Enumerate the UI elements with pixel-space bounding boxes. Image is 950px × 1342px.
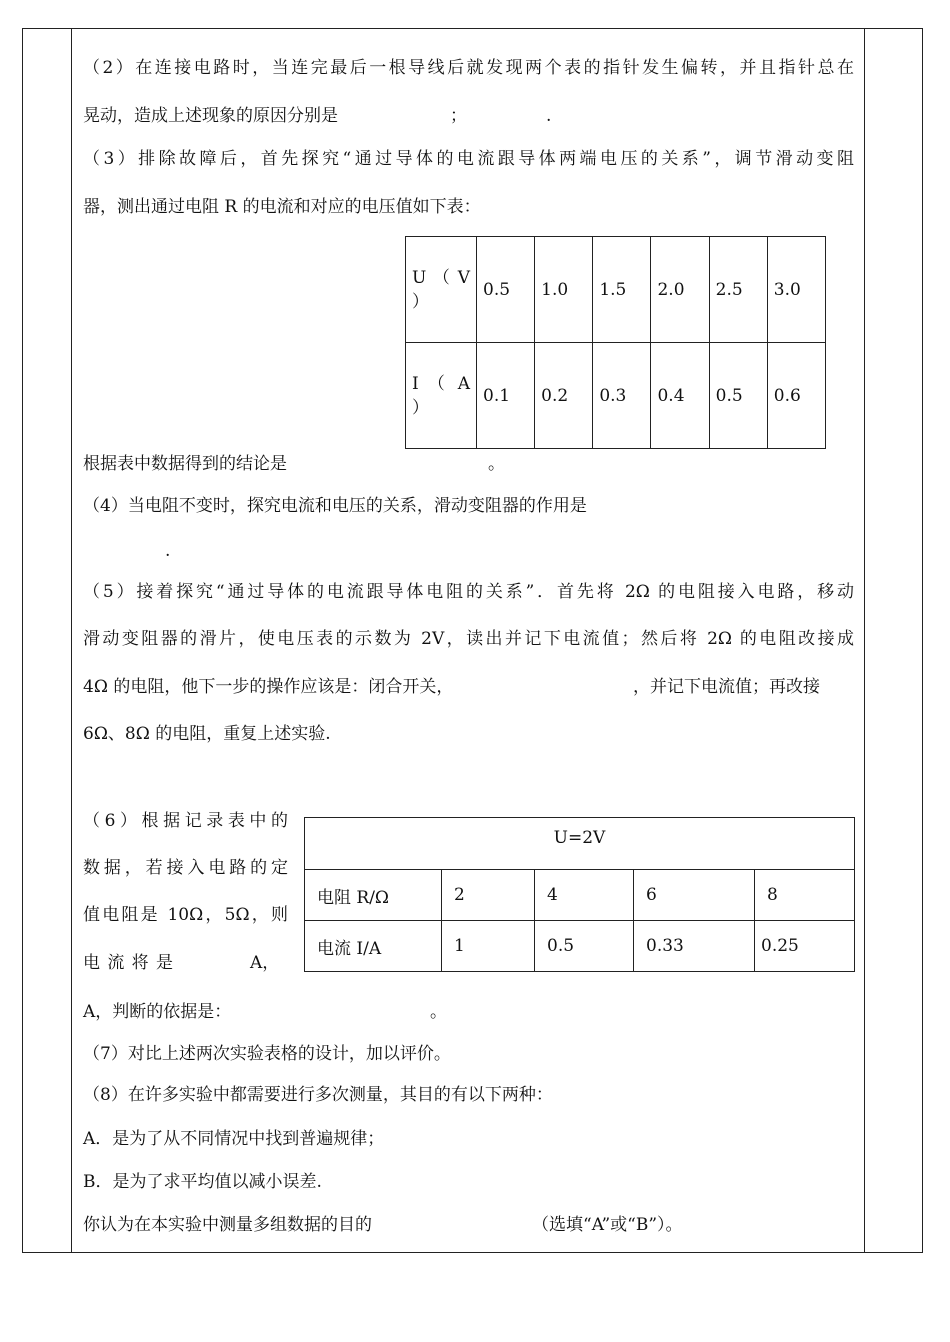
q7-line1: （7）对比上述两次实验表格的设计，加以评价。 <box>83 1044 451 1064</box>
q8-option-a: A．是为了从不同情况中找到普遍规律； <box>83 1129 385 1149</box>
q6-line4: 电流将是 <box>83 953 173 973</box>
table-cell: 0.1 <box>477 343 535 449</box>
table-header-current: 电流 I/A <box>305 921 442 972</box>
q6-line1: （6）根据记录表中的 <box>83 811 288 831</box>
table-header-voltage: U （ V ） <box>406 237 477 343</box>
q6-line2: 数据，若接入电路的定 <box>83 858 288 878</box>
table-cell: 2 <box>442 870 535 921</box>
q2-separator: ； <box>450 106 467 126</box>
right-column-divider <box>864 28 865 1253</box>
table-cell: 0.5 <box>477 237 535 343</box>
q4-line1: （4）当电阻不变时，探究电流和电压的关系，滑动变阻器的作用是 <box>83 496 587 516</box>
table-cell: 0.33 <box>634 921 755 972</box>
table-cell: 0.6 <box>767 343 825 449</box>
table-cell: 0.5 <box>709 343 767 449</box>
q8-option-b: B．是为了求平均值以减小误差. <box>83 1172 322 1192</box>
table-cell: 1 <box>442 921 535 972</box>
q2-line1: （2）在连接电路时，当连完最后一根导线后就发现两个表的指针发生偏转，并且指针总在 <box>83 58 854 78</box>
table-cell: 2.0 <box>651 237 709 343</box>
q2-end: . <box>546 106 552 126</box>
q6-line5-end: 。 <box>430 1002 447 1022</box>
q5-line3-end: ，并记下电流值；再改接 <box>633 677 820 697</box>
table-header-current: I （ A ） <box>406 343 477 449</box>
table-cell: 1.5 <box>593 237 651 343</box>
table-cell: 6 <box>634 870 755 921</box>
table-row-voltage <box>406 237 826 343</box>
q3-line1: （3）排除故障后，首先探究“通过导体的电流跟导体两端电压的关系”，调节滑动变阻 <box>83 149 854 169</box>
table-title-row <box>305 818 855 870</box>
table-cell: 4 <box>535 870 634 921</box>
table-row-resistance <box>305 870 855 921</box>
q3-conclusion-end: 。 <box>488 454 505 474</box>
q8-line1: （8）在许多实验中都需要进行多次测量，其目的有以下两种： <box>83 1085 553 1105</box>
table-cell: 1.0 <box>535 237 593 343</box>
q6-line4-unit: A， <box>250 953 280 973</box>
q6-line5: A，判断的依据是： <box>83 1002 232 1022</box>
table-cell: 0.5 <box>535 921 634 972</box>
table-cell: 0.4 <box>651 343 709 449</box>
table-cell: 8 <box>755 870 855 921</box>
q5-line4: 6Ω、8Ω 的电阻，重复上述实验. <box>83 724 331 744</box>
q6-line3: 值电阻是 10Ω，5Ω，则 <box>83 905 288 925</box>
voltage-current-table <box>405 236 826 449</box>
q8-question-end: （选填“A”或“B”）。 <box>532 1215 683 1235</box>
table-cell: 3.0 <box>767 237 825 343</box>
table-cell: 0.2 <box>535 343 593 449</box>
q5-line2: 滑动变阻器的滑片，使电压表的示数为 2V，读出并记下电流值；然后将 2Ω 的电阻改接成 <box>83 629 854 649</box>
q5-line1: （5）接着探究“通过导体的电流跟导体电阻的关系”．首先将 2Ω 的电阻接入电路，移动 <box>83 582 854 602</box>
q5-line3: 4Ω 的电阻，他下一步的操作应该是：闭合开关， <box>83 677 454 697</box>
table-cell: 0.3 <box>593 343 651 449</box>
table-row-current <box>305 921 855 972</box>
table-header-resistance: 电阻 R/Ω <box>305 870 442 921</box>
table-title: U=2V <box>305 818 855 870</box>
q2-line2: 晃动，造成上述现象的原因分别是 <box>83 106 338 126</box>
table-cell: 0.25 <box>755 921 855 972</box>
table-row-current <box>406 343 826 449</box>
q8-question: 你认为在本实验中测量多组数据的目的 <box>83 1215 372 1235</box>
q3-conclusion: 根据表中数据得到的结论是 <box>83 454 287 474</box>
q4-line2: . <box>165 541 171 561</box>
left-column-divider <box>71 28 72 1253</box>
q3-line2: 器，测出通过电阻 R 的电流和对应的电压值如下表： <box>83 197 481 217</box>
resistance-current-table <box>304 817 855 972</box>
table-cell: 2.5 <box>709 237 767 343</box>
